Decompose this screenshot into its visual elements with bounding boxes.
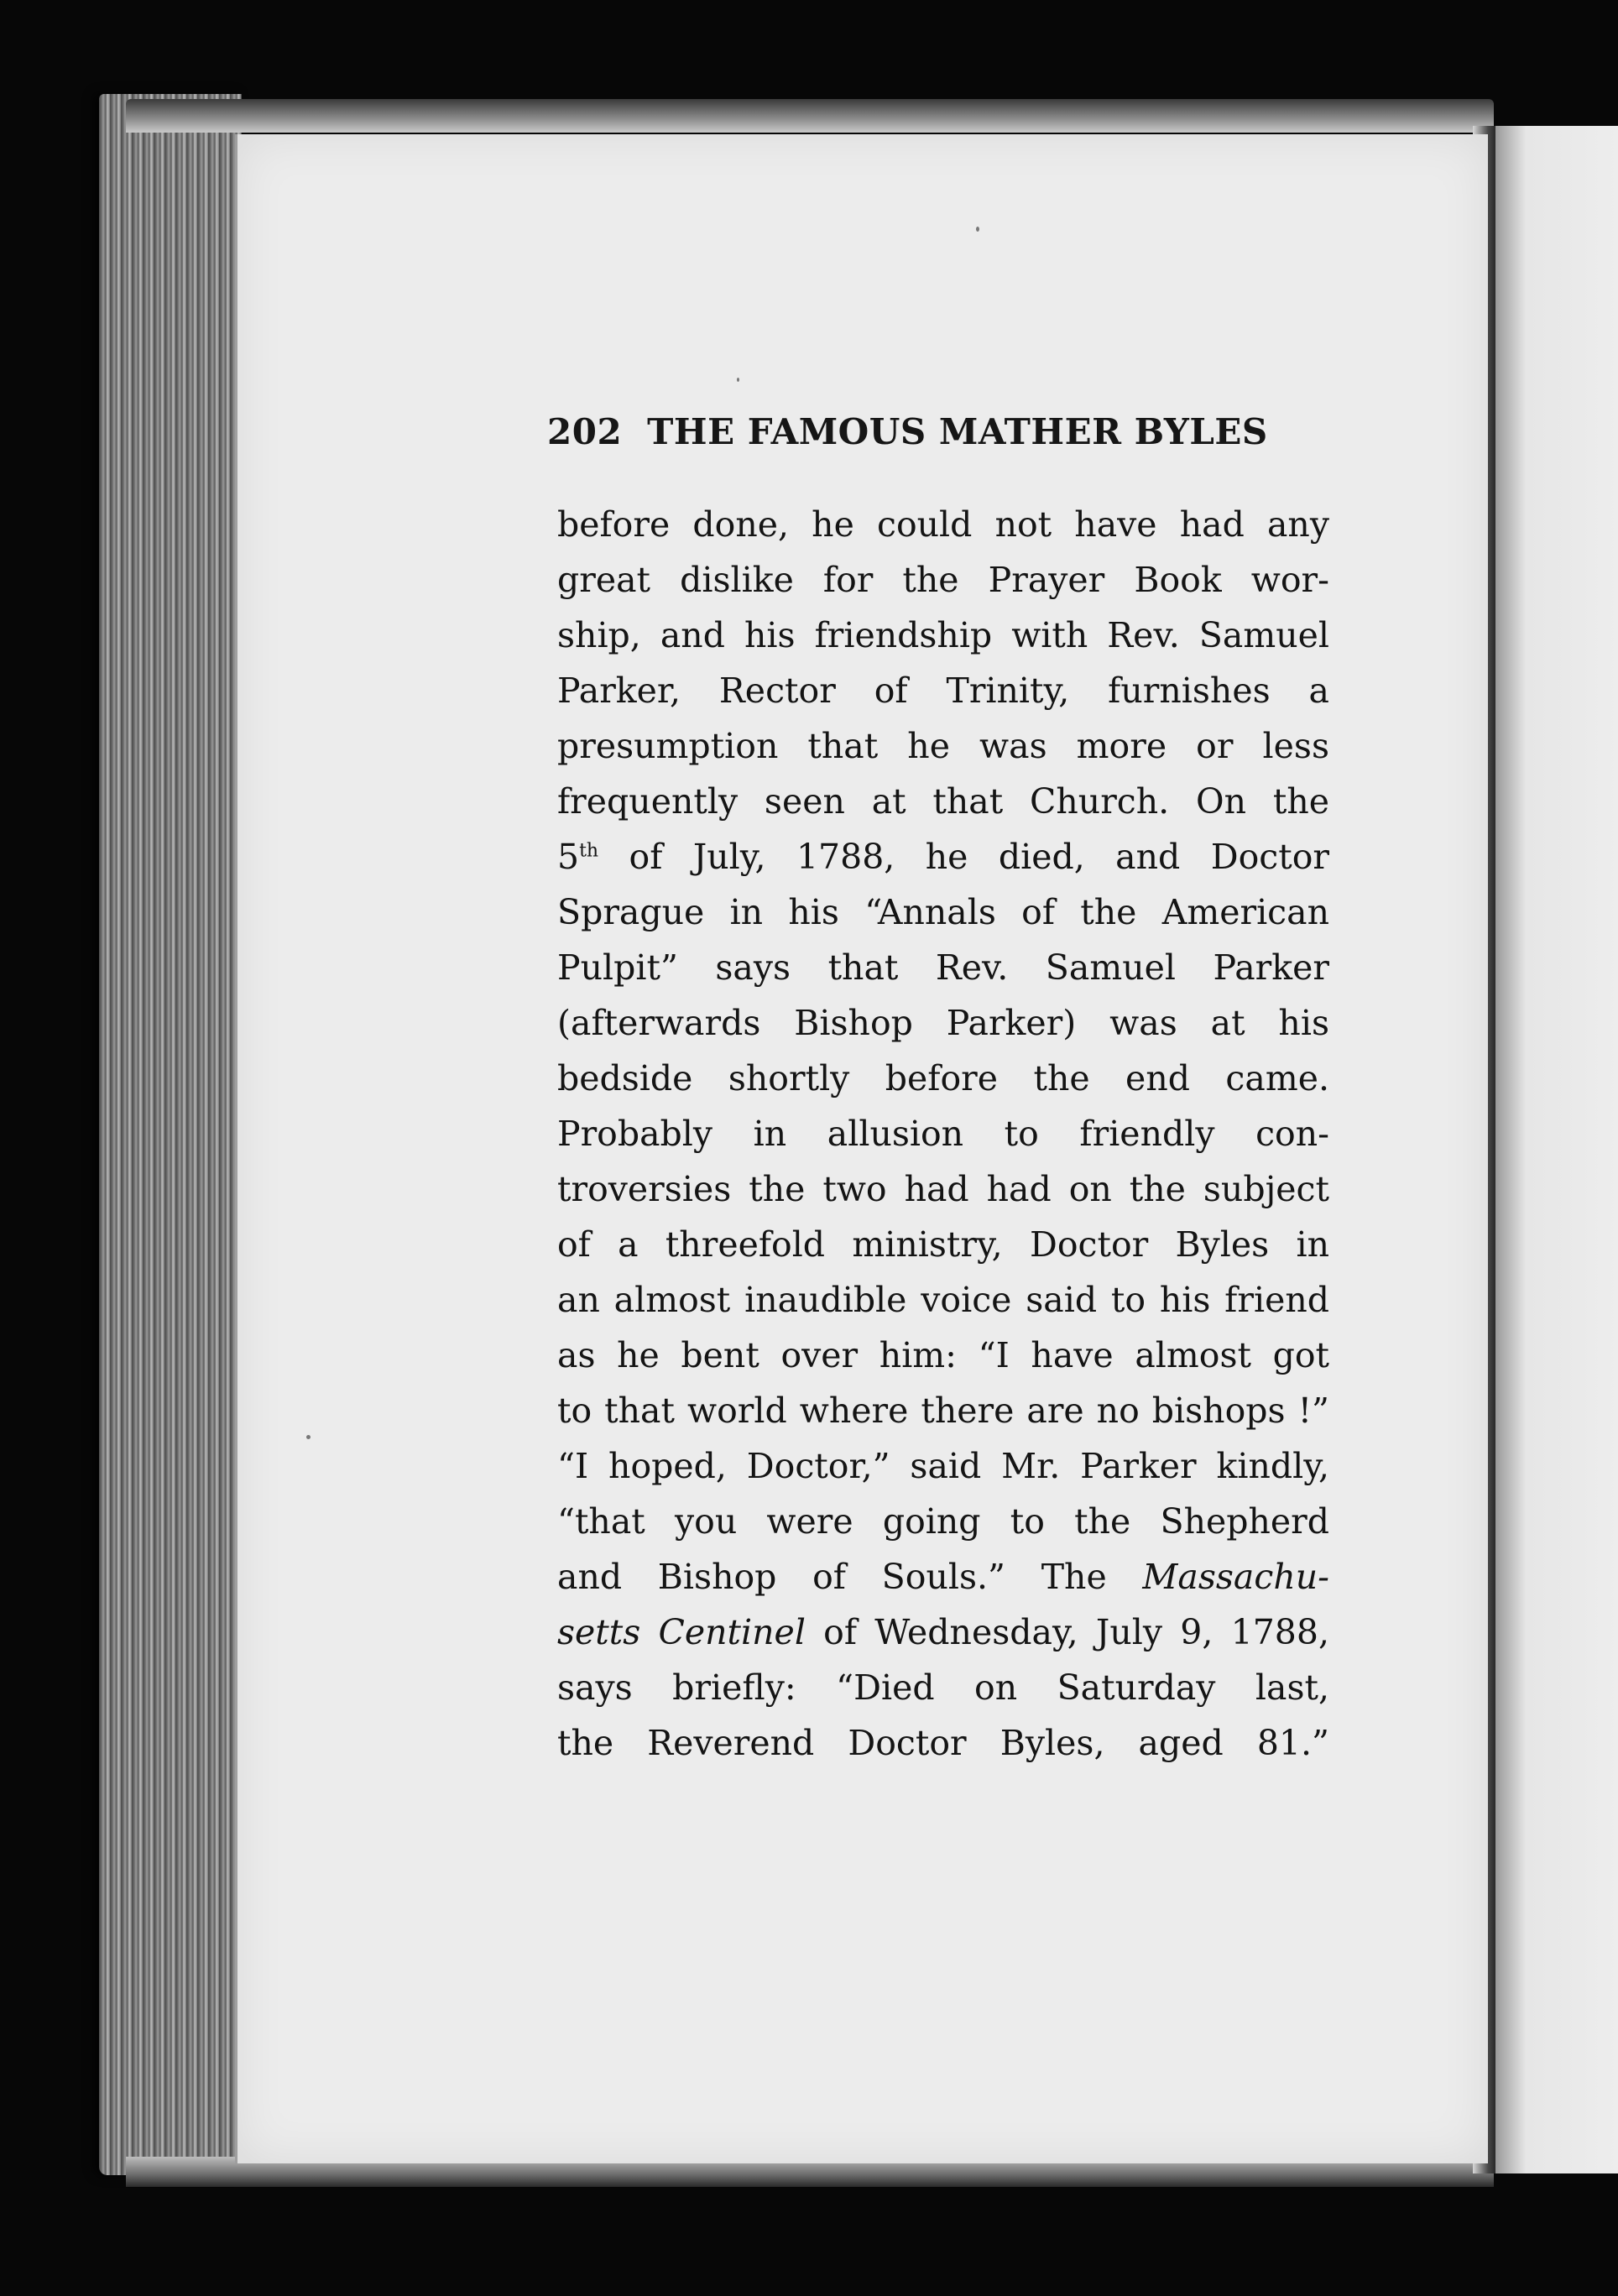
text-line: (afterwards Bishop Parker) was at his [557, 1003, 1329, 1043]
text-line: to that world where there are no bishops !” [557, 1391, 1329, 1431]
text-line: before done, he could not have had any [557, 504, 1329, 545]
right-page [1495, 126, 1618, 2173]
text-line: as he bent over him: “I have almost got [557, 1335, 1329, 1375]
text-line: and Bishop of Souls.” The Massachu- [557, 1557, 1329, 1597]
text-line: Pulpit” says that Rev. Samuel Parker [557, 947, 1329, 988]
page-speck [976, 227, 979, 232]
text-line: presumption that he was more or less [557, 726, 1329, 766]
text-line: frequently seen at that Church. On the [557, 781, 1329, 822]
text-line: an almost inaudible voice said to his friend [557, 1280, 1329, 1320]
text-line: great dislike for the Prayer Book wor- [557, 560, 1329, 600]
text-line: Parker, Rector of Trinity, furnishes a [557, 671, 1329, 711]
text-line: Sprague in his “Annals of the American [557, 892, 1329, 932]
page-number: 202 [547, 411, 623, 452]
ordinal-superscript: th [579, 840, 599, 862]
text-line: of a threefold ministry, Doctor Byles in [557, 1224, 1329, 1265]
text-line: the Reverend Doctor Byles, aged 81.” [557, 1723, 1329, 1763]
page-edges-top [126, 99, 1494, 133]
running-head [547, 411, 1386, 452]
text-line: 5th of July, 1788, he died, and Doctor [557, 837, 1329, 877]
italic-text: setts Centinel [557, 1612, 806, 1652]
text-line: ship, and his friendship with Rev. Samuel [557, 615, 1329, 655]
italic-text: Massachu- [1142, 1557, 1329, 1597]
text-line: setts Centinel of Wednesday, July 9, 1788, [557, 1612, 1329, 1652]
body-text [557, 497, 1329, 1771]
text-line: “that you were going to the Shepherd [557, 1501, 1329, 1542]
book-title: THE FAMOUS MATHER BYLES [647, 411, 1268, 452]
text-line: says briefly: “Died on Saturday last, [557, 1667, 1329, 1708]
text-line: troversies the two had had on the subject [557, 1169, 1329, 1209]
page-edges [99, 94, 242, 2175]
text-line: Probably in allusion to friendly con- [557, 1114, 1329, 1154]
text-line: bedside shortly before the end came. [557, 1058, 1329, 1098]
page-speck [306, 1435, 311, 1439]
text-line: “I hoped, Doctor,” said Mr. Parker kindly, [557, 1446, 1329, 1486]
page-speck [737, 378, 739, 382]
